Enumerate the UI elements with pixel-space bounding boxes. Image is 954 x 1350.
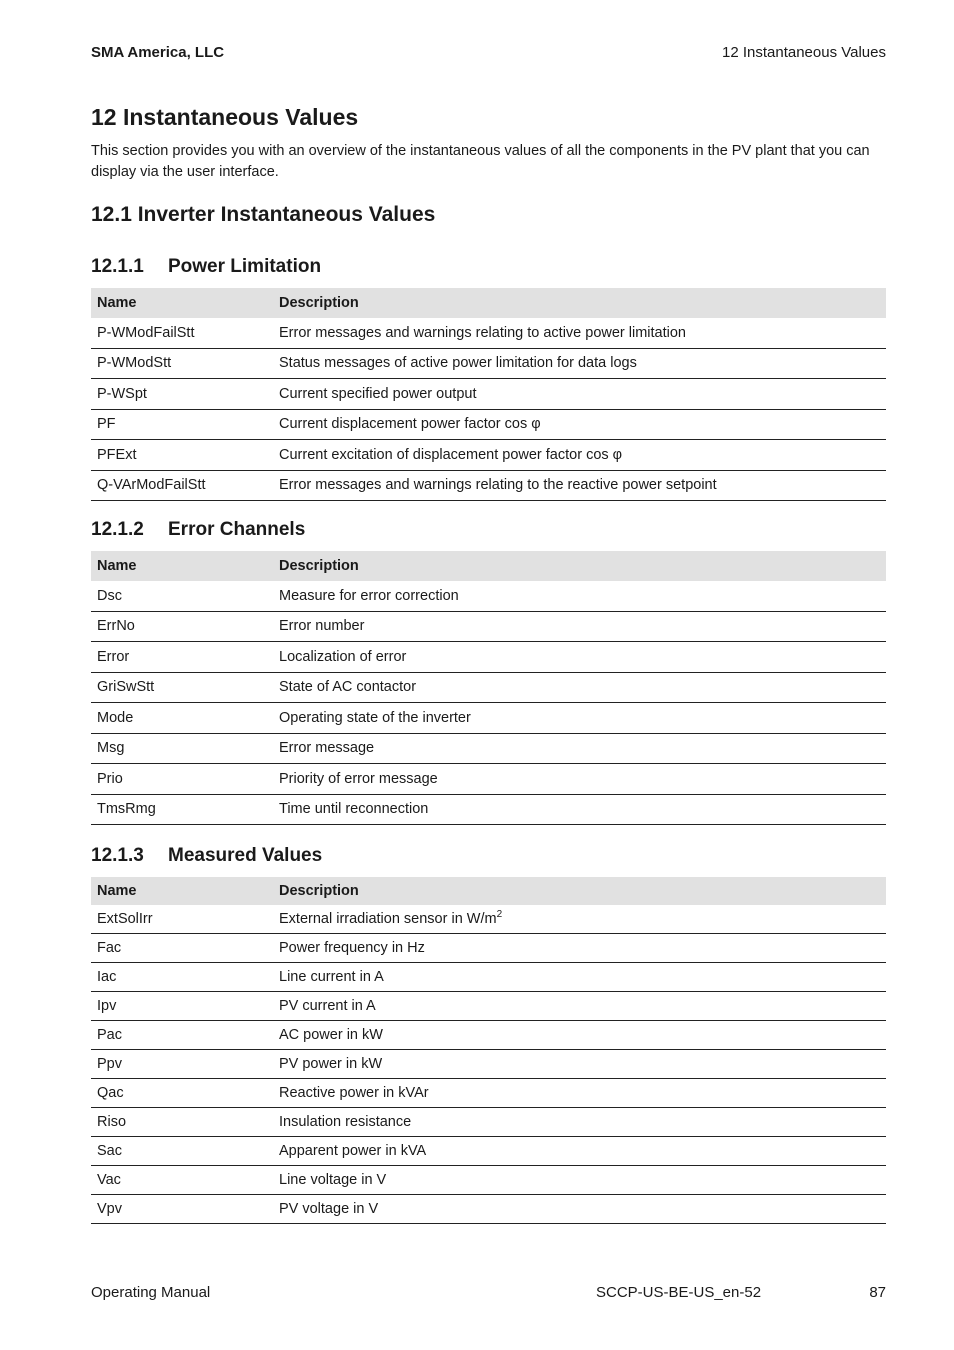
subsection-title	[91, 845, 886, 867]
table-row	[91, 581, 886, 611]
row-description: PV current in A	[273, 992, 886, 1021]
row-description-cell	[273, 905, 886, 934]
row-name: P-WModFailStt	[91, 318, 273, 348]
subsection-title	[91, 256, 886, 278]
row-description: Reactive power in kVAr	[273, 1079, 886, 1108]
column-header-description: Description	[273, 288, 886, 318]
row-description: Line current in A	[273, 963, 886, 992]
table-row	[91, 703, 886, 734]
row-description: Status messages of active power limitation for data logs	[273, 348, 886, 379]
table-row	[91, 1166, 886, 1195]
table-row	[91, 733, 886, 764]
table-row	[91, 794, 886, 825]
header-company: SMA America, LLC	[91, 44, 225, 61]
row-description: Error messages and warnings relating to active power limitation	[273, 318, 886, 348]
row-name: ErrNo	[91, 611, 273, 642]
table-row	[91, 963, 886, 992]
row-description: Apparent power in kVA	[273, 1137, 886, 1166]
chapter-title: 12 Instantaneous Values	[91, 104, 359, 130]
row-name: Iac	[91, 963, 273, 992]
measured-values-table	[91, 877, 886, 1224]
row-name: GriSwStt	[91, 672, 273, 703]
row-description: PV power in kW	[273, 1050, 886, 1079]
table-row	[91, 1195, 886, 1224]
table-row	[91, 1137, 886, 1166]
table-row	[91, 440, 886, 471]
row-name: Vac	[91, 1166, 273, 1195]
row-name: Pac	[91, 1021, 273, 1050]
subsection-label: Measured Values	[168, 845, 323, 866]
row-description: Time until reconnection	[273, 794, 886, 825]
column-header-name: Name	[91, 551, 273, 581]
row-description: Localization of error	[273, 642, 886, 673]
column-header-description: Description	[273, 551, 886, 581]
row-name: TmsRmg	[91, 794, 273, 825]
table-row	[91, 764, 886, 795]
row-description: Current excitation of displacement power factor cos φ	[273, 440, 886, 471]
row-description: Power frequency in Hz	[273, 934, 886, 963]
row-name: Qac	[91, 1079, 273, 1108]
row-description: Error message	[273, 733, 886, 764]
row-name: Fac	[91, 934, 273, 963]
table-header-row	[91, 288, 886, 318]
table-row	[91, 1021, 886, 1050]
page-number: 87	[869, 1284, 886, 1301]
subsection-number: 12.1.3	[91, 845, 144, 866]
row-name: Sac	[91, 1137, 273, 1166]
column-header-name: Name	[91, 288, 273, 318]
footer-document-title: Operating Manual	[91, 1284, 211, 1301]
table-row	[91, 1108, 886, 1137]
row-name: PFExt	[91, 440, 273, 471]
table-row	[91, 934, 886, 963]
table-row	[91, 1079, 886, 1108]
row-description: Current displacement power factor cos φ	[273, 409, 886, 440]
table-row	[91, 409, 886, 440]
table-header-row	[91, 877, 886, 905]
table-row	[91, 348, 886, 379]
row-description: Line voltage in V	[273, 1166, 886, 1195]
row-name: Q-VArModFailStt	[91, 470, 273, 501]
power-limitation-table	[91, 288, 886, 501]
row-description: Measure for error correction	[273, 581, 886, 611]
table-row	[91, 470, 886, 501]
row-name: Riso	[91, 1108, 273, 1137]
row-name: ExtSolIrr	[91, 905, 273, 934]
subsection-number: 12.1.2	[91, 519, 144, 540]
row-name: Error	[91, 642, 273, 673]
table-row	[91, 379, 886, 410]
row-name: Vpv	[91, 1195, 273, 1224]
row-description: AC power in kW	[273, 1021, 886, 1050]
column-header-name: Name	[91, 877, 273, 905]
header-chapter: 12 Instantaneous Values	[721, 44, 886, 61]
page-content	[91, 100, 886, 1224]
row-name: Mode	[91, 703, 273, 734]
section-title: 12.1 Inverter Instantaneous Values	[91, 203, 436, 226]
footer-document-code: SCCP-US-BE-US_en-52	[596, 1284, 762, 1301]
row-name: Ipv	[91, 992, 273, 1021]
row-name: P-WModStt	[91, 348, 273, 379]
row-description: PV voltage in V	[273, 1195, 886, 1224]
table-row	[91, 318, 886, 348]
row-name: Msg	[91, 733, 273, 764]
table-row	[91, 992, 886, 1021]
row-name: Ppv	[91, 1050, 273, 1079]
row-description: Operating state of the inverter	[273, 703, 886, 734]
table-row	[91, 905, 886, 934]
error-channels-table	[91, 551, 886, 825]
subsection-title	[91, 519, 886, 541]
row-description: Error messages and warnings relating to the reactive power setpoint	[273, 470, 886, 501]
subsection-label: Error Channels	[168, 519, 306, 540]
table-row	[91, 672, 886, 703]
row-description: External irradiation sensor in W/m	[279, 911, 497, 927]
row-description: State of AC contactor	[273, 672, 886, 703]
table-row	[91, 642, 886, 673]
subsection-number: 12.1.1	[91, 256, 144, 277]
row-name: Prio	[91, 764, 273, 795]
row-description: Error number	[273, 611, 886, 642]
unit-superscript: 2	[496, 909, 503, 920]
intro-paragraph: This section provides you with an overview of the instantaneous values of all the components in the PV plant that you can display via the user interface.	[91, 143, 870, 180]
table-row	[91, 611, 886, 642]
table-header-row	[91, 551, 886, 581]
row-description: Priority of error message	[273, 764, 886, 795]
table-row	[91, 1050, 886, 1079]
row-name: PF	[91, 409, 273, 440]
row-description: Current specified power output	[273, 379, 886, 410]
row-name: Dsc	[91, 581, 273, 611]
row-name: P-WSpt	[91, 379, 273, 410]
subsection-label: Power Limitation	[168, 256, 322, 277]
row-description: Insulation resistance	[273, 1108, 886, 1137]
column-header-description: Description	[273, 877, 886, 905]
